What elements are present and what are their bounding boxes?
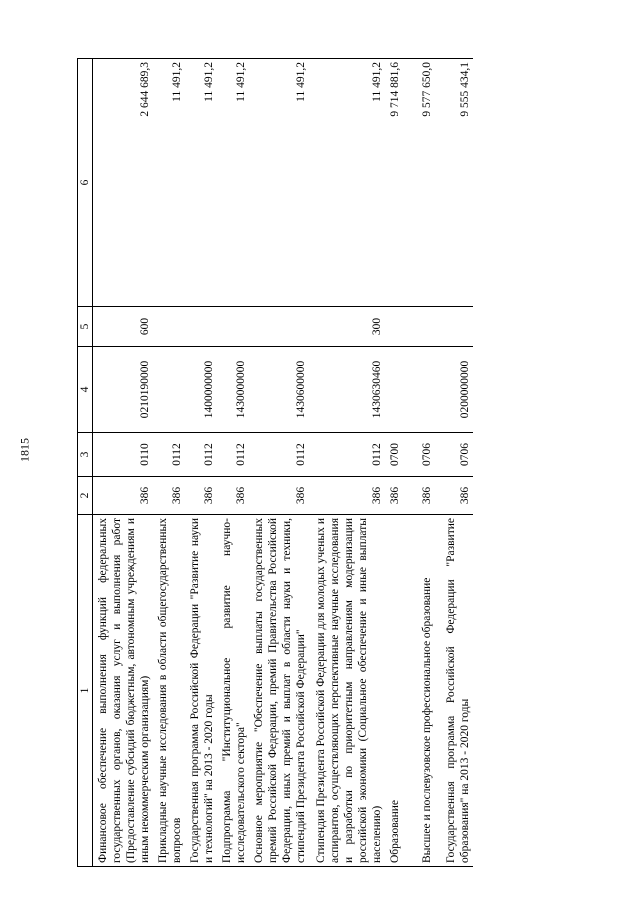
row-name: Государственная программа Российской Федерации "Развитие образования" на 2013 - 2020 годы	[435, 515, 473, 867]
row-expense-type	[435, 307, 473, 347]
header-col-5: 5	[78, 307, 93, 347]
row-target-code: 1400000000	[185, 347, 217, 433]
row-name: Прикладные научные исследования в области общегосударственных вопросов	[153, 515, 185, 867]
row-name: Подпрограмма "Институциональное развитие научно-исследовательского сектора"	[217, 515, 249, 867]
header-col-4: 4	[78, 347, 93, 433]
row-expense-type	[385, 307, 403, 347]
row-section-code: 0112	[309, 433, 385, 477]
row-section-code: 0112	[249, 433, 309, 477]
row-amount: 9 577 650,0	[403, 59, 435, 307]
row-section-code: 0112	[185, 433, 217, 477]
row-ministry-code: 386	[309, 477, 385, 515]
header-col-2: 2	[78, 477, 93, 515]
row-ministry-code: 386	[403, 477, 435, 515]
row-amount: 11 491,2	[217, 59, 249, 307]
row-expense-type	[217, 307, 249, 347]
row-section-code: 0112	[217, 433, 249, 477]
row-expense-type	[153, 307, 185, 347]
table-row	[385, 59, 403, 867]
row-name: Основное мероприятие "Обеспечение выплаты государственных премий Российской Федерации, премий Правительства Российской Федерации, иных премий и выплат в области науки и техники, стипендий Президента Российской Федерации"	[249, 515, 309, 867]
row-target-code: 1430000000	[217, 347, 249, 433]
row-ministry-code: 386	[153, 477, 185, 515]
row-amount: 11 491,2	[153, 59, 185, 307]
row-expense-type	[403, 307, 435, 347]
row-target-code: 0210190000	[93, 347, 154, 433]
table-row	[93, 59, 154, 867]
header-col-1: 1	[78, 515, 93, 867]
row-name: Государственная программа Российской Федерации "Развитие науки и технологий" на 2013 - 2020 годы	[185, 515, 217, 867]
row-amount: 11 491,2	[185, 59, 217, 307]
header-col-3: 3	[78, 433, 93, 477]
row-target-code: 0200000000	[435, 347, 473, 433]
row-ministry-code: 386	[249, 477, 309, 515]
table-row	[217, 59, 249, 867]
budget-table	[77, 58, 473, 867]
row-target-code	[385, 347, 403, 433]
rotated-table-container	[77, 59, 563, 867]
row-target-code	[403, 347, 435, 433]
row-ministry-code: 386	[93, 477, 154, 515]
table-row	[309, 59, 385, 867]
row-amount: 11 491,2	[309, 59, 385, 307]
header-col-6: 6	[78, 59, 93, 307]
row-target-code: 1430600000	[249, 347, 309, 433]
row-section-code: 0706	[435, 433, 473, 477]
row-name: Образование	[385, 515, 403, 867]
row-expense-type	[185, 307, 217, 347]
header-row	[78, 59, 93, 867]
row-ministry-code: 386	[185, 477, 217, 515]
row-section-code: 0110	[93, 433, 154, 477]
row-expense-type	[249, 307, 309, 347]
table-row	[153, 59, 185, 867]
row-ministry-code: 386	[435, 477, 473, 515]
row-section-code: 0700	[385, 433, 403, 477]
row-name: Высшее и послевузовское профессиональное образование	[403, 515, 435, 867]
row-target-code: 1430630460	[309, 347, 385, 433]
row-section-code: 0112	[153, 433, 185, 477]
row-expense-type: 600	[93, 307, 154, 347]
table-row	[249, 59, 309, 867]
table-row	[185, 59, 217, 867]
row-name: Финансовое обеспечение выполнения функций федеральных государственных органов, оказания услуг и выполнения работ (Предоставление субсидий бюджетным, автономным учреждениям и иным некоммерческим организациям)	[93, 515, 154, 867]
row-ministry-code: 386	[217, 477, 249, 515]
row-expense-type: 300	[309, 307, 385, 347]
table-row	[435, 59, 473, 867]
page-number-text: 1815	[17, 438, 32, 462]
row-section-code: 0706	[403, 433, 435, 477]
row-amount: 2 644 689,3	[93, 59, 154, 307]
page-number	[0, 390, 50, 510]
row-amount: 9 555 434,1	[435, 59, 473, 307]
table-row	[403, 59, 435, 867]
row-ministry-code: 386	[385, 477, 403, 515]
row-amount: 9 714 881,6	[385, 59, 403, 307]
row-name: Стипендия Президента Российской Федерации для молодых ученых и аспирантов, осуществляющих перспективные научные исследования и разработки по приоритетным направлениям модернизации российской экономики (Социальное обеспечение и иные выплаты населению)	[309, 515, 385, 867]
row-amount: 11 491,2	[249, 59, 309, 307]
row-target-code	[153, 347, 185, 433]
